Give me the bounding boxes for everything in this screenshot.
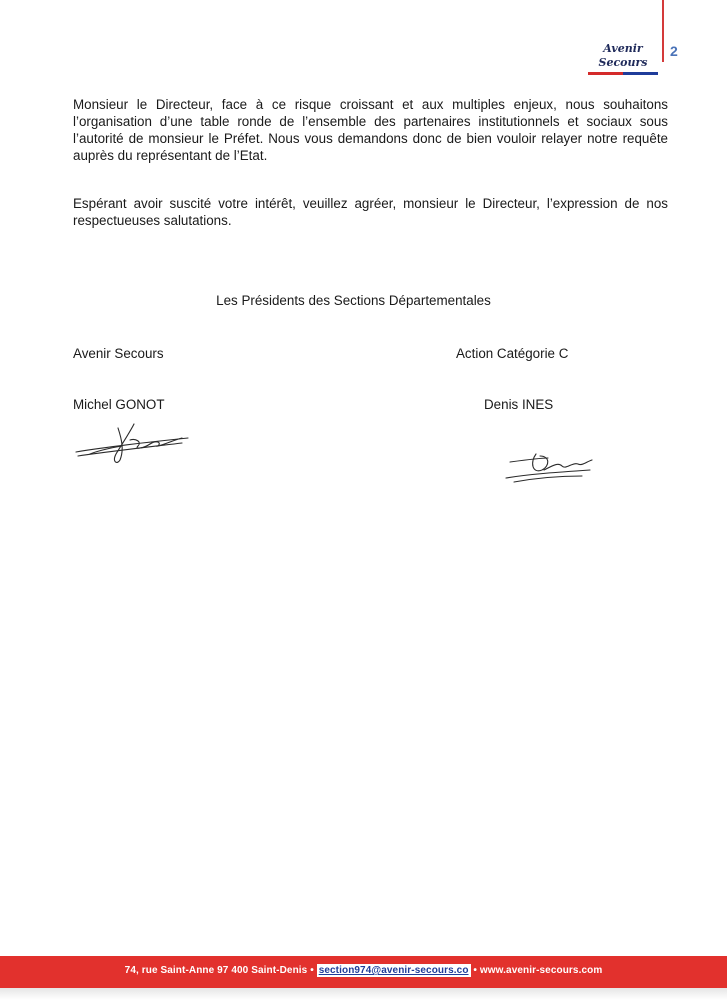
footer-separator-1: • (307, 965, 317, 976)
left-signatory-name: Michel GONOT (73, 397, 165, 412)
left-signature-image (70, 410, 195, 470)
header-vertical-rule (662, 0, 664, 62)
avenir-secours-logo (588, 42, 658, 69)
footer-separator-2: • (470, 965, 480, 976)
footer-email-link[interactable]: section974@avenir-secours.co (318, 965, 469, 976)
signatories-heading: Les Présidents des Sections Départementales (216, 293, 491, 308)
signatories-heading-wrap (0, 293, 727, 308)
footer-contact-line (0, 965, 727, 976)
left-organization: Avenir Secours (73, 346, 164, 361)
body-paragraph-2: Espérant avoir suscité votre intérêt, veuillez agréer, monsieur le Directeur, l’expression de nos respectueuses salutations. (73, 196, 668, 228)
body-paragraph-1: Monsieur le Directeur, face à ce risque croissant et aux multiples enjeux, nous souhaitons l’organisation d’une table ronde de l’ensemble des partenaires institutionnels et sociaux sous l’autorité de monsieur le Préfet. Nous vous demandons donc de bien vouloir relayer notre requête auprès du représentant de l’Etat. (73, 97, 668, 163)
page-number: 2 (670, 43, 678, 59)
footer-address: 74, rue Saint-Anne 97 400 Saint-Denis (124, 965, 308, 976)
right-signature-image (500, 440, 600, 490)
footer-website-link[interactable]: www.avenir-secours.com (479, 965, 603, 976)
logo-text: Avenir Secours (598, 42, 648, 69)
logo-underline (588, 72, 658, 75)
footer-bottom-strip (0, 988, 727, 1000)
right-organization: Action Catégorie C (456, 346, 569, 361)
right-signatory-name: Denis INES (484, 397, 554, 412)
